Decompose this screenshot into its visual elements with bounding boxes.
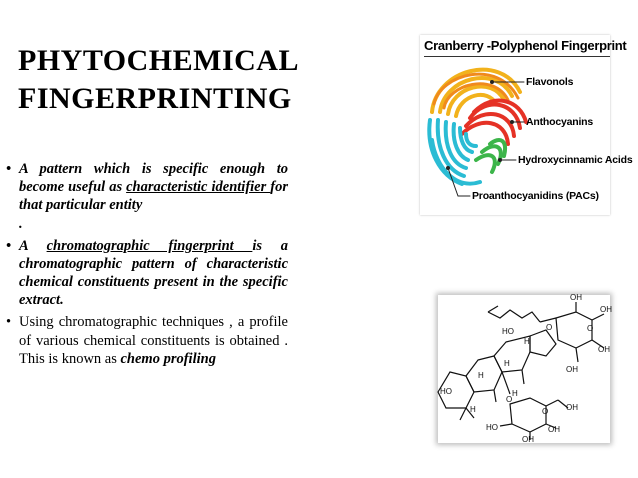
atom-o: O bbox=[542, 407, 549, 416]
atom-o: O bbox=[587, 324, 594, 333]
atom-h: H bbox=[478, 371, 484, 380]
atom-oh: OH bbox=[570, 293, 582, 302]
title-line-2: FINGERPRINTING bbox=[18, 82, 292, 115]
bullet-emphasis: chemo profiling bbox=[120, 350, 216, 367]
atom-h: H bbox=[470, 405, 476, 414]
atom-oh: OH bbox=[566, 403, 578, 412]
atom-ho: HO bbox=[502, 327, 514, 336]
atom-oh: OH bbox=[566, 365, 578, 374]
label-hydroxycinnamic-acids: Hydroxycinnamic Acids bbox=[518, 154, 633, 166]
bullet-text: Using chromatographic techniques , a profile of various chemical constituents is obtained . This is known as bbox=[19, 314, 288, 367]
atom-h: H bbox=[512, 389, 518, 398]
fingerprint-figure-title: Cranberry -Polyphenol Fingerprint bbox=[424, 38, 627, 53]
atom-ho: HO bbox=[440, 387, 452, 396]
bullet-marker: • bbox=[6, 314, 12, 331]
atom-oh: OH bbox=[548, 425, 560, 434]
label-anthocyanins: Anthocyanins bbox=[526, 116, 594, 128]
bullet-underlined-term: chromatographic fingerprint bbox=[46, 237, 253, 254]
bullet-text: for that particular entity bbox=[19, 179, 289, 214]
atom-ho: HO bbox=[486, 423, 498, 432]
label-flavonols: Flavonols bbox=[526, 76, 574, 88]
atom-o: O bbox=[506, 395, 513, 404]
bullet-marker: • bbox=[6, 161, 12, 177]
atom-h: H bbox=[504, 359, 510, 368]
bullet-text: A pattern which is specific enough to become useful as bbox=[19, 161, 288, 196]
bullet-stray-period: . bbox=[19, 215, 23, 232]
bullet-marker: • bbox=[6, 237, 12, 254]
atom-oh: OH bbox=[600, 305, 612, 314]
atom-oh: OH bbox=[522, 435, 534, 444]
bullet-underlined-term: characteristic identifier bbox=[126, 179, 271, 196]
bullet-text: A bbox=[19, 237, 47, 254]
bullet-text: is a chromatographic pattern of characteristic chemical constituents present in the specific extract. bbox=[19, 237, 288, 309]
atom-oh: OH bbox=[598, 345, 610, 354]
label-proanthocyanidins: Proanthocyanidins (PACs) bbox=[472, 190, 599, 202]
atom-o: O bbox=[546, 323, 553, 332]
title-line-1: PHYTOCHEMICAL bbox=[18, 44, 299, 77]
atom-h: H bbox=[524, 337, 530, 346]
